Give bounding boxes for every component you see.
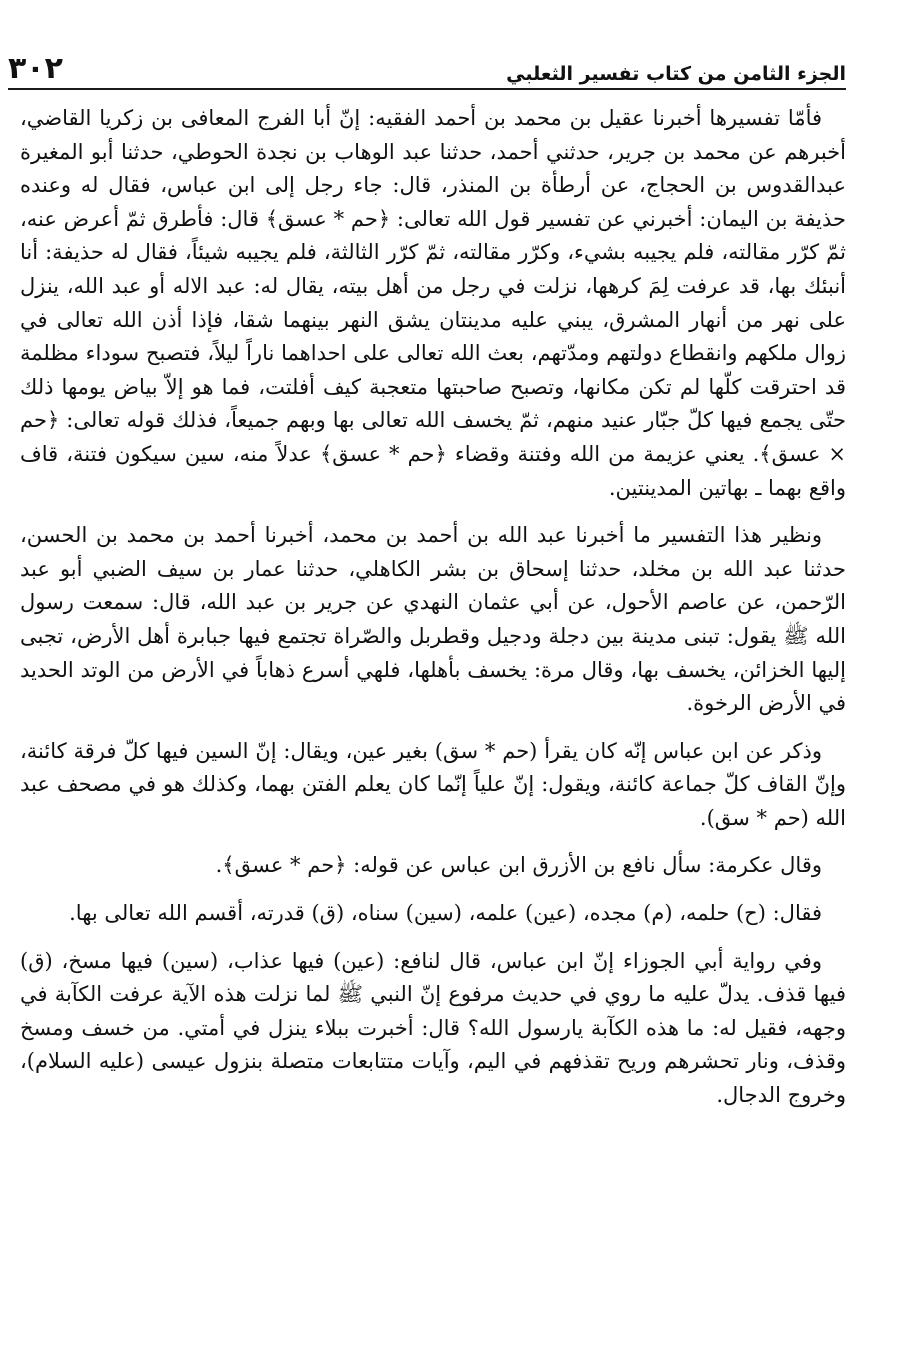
paragraph-3: وذكر عن ابن عباس إنّه كان يقرأ (حم * سق) بغير عين، ويقال: إنّ السين فيها كلّ فرقة كائنة، وإنّ القاف كلّ جماعة كائنة، ويقول: إنّ علياً إنّما كان يعلم الفتن بهما، وكذلك هو في مصحف عبد الله (حم * سق). [20, 738, 846, 830]
book-title: الجزء الثامن من كتاب تفسير الثعلبي [506, 63, 846, 85]
paragraph-2: ونظير هذا التفسير ما أخبرنا عبد الله بن أحمد بن محمد، أخبرنا أحمد بن محمد بن الحسن، حدثنا عبد الله بن مخلد، حدثنا إسحاق بن بشر الكاهلي، حدثنا عمار بن سيف الضبي أبو عبد الرّحمن، عن عاصم الأحول، عن أبي عثمان النهدي عن جرير بن عبد الله، قال: سمعت رسول الله ﷺ يقول: تبنى مدينة بين دجلة ودجيل وقطربل والصّراة تجتمع فيها جبابرة أهل الأرض، تجبى إليها الخزائن، يخسف بها، وقال مرة: يخسف بأهلها، فلهي أسرع ذهاباً في الأرض من الوتد الحديد في الأرض الرخوة. [20, 523, 846, 716]
paragraph-6: وفي رواية أبي الجوزاء إنّ ابن عباس، قال لنافع: (عين) فيها عذاب، (سين) فيها مسخ، (ق) فيها قذف. يدلّ عليه ما روي في حديث مرفوع إنّ النبي ﷺ لما نزلت هذه الآية عرفت الكآبة في وجهه، فقيل له: ما هذه الكآبة يارسول الله؟ قال: أخبرت ببلاء ينزل في أمتي. من خسف ومسخ وقذف، ونار تحشرهم وريح تقذفهم في اليم، وآيات متتابعات متصلة بنزول عيسى (عليه السلام)، وخروج الدجال. [20, 948, 846, 1108]
paragraph-4: وقال عكرمة: سأل نافع بن الأزرق ابن عباس عن قوله: ﴿حم * عسق﴾. [215, 853, 822, 878]
body-text [20, 102, 846, 1127]
paragraph-1: فأمّا تفسيرها أخبرنا عقيل بن محمد بن أحمد الفقيه: إنّ أبا الفرج المعافى بن زكريا القاضي، أخبرهم عن محمد بن جرير، حدثني أحمد، حدثنا عبد الوهاب بن نجدة الحوطي، حدثنا أبو المغيرة عبدالقدوس بن الحجاج، عن أرطأة بن المنذر، قال: جاء رجل إلى ابن عباس، فقال له وعنده حذيفة بن اليمان: أخبرني عن تفسير قول الله تعالى: ﴿حم * عسق﴾ قال: فأطرق ثمّ أعرض عنه، ثمّ كرّر مقالته، فلم يجيبه بشيء، وكرّر مقالته، ثمّ كرّر الثالثة، فلم يجيبه شيئاً، فقال له حذيفة: أنا أنبئك بها، قد عرفت لِمَ كرهها، نزلت في رجل من أهل بيته، يقال له: عبد الاله أو عبد الله، ينزل على نهر من أنهار المشرق، يبني عليه مدينتان يشق النهر بينهما شقا، فإذا أذن الله تعالى في زوال ملكهم وانقطاع دولتهم ومدّتهم، بعث الله تعالى على احداهما ناراً ليلاً، فتصبح سوداء مظلمة قد احترقت كلّها لم تكن مكانها، وتصبح صاحبتها متعجبة كيف أفلتت، فما هو إلاّ بياض يومها ذلك حتّى يجمع فيها كلّ جبّار عنيد منهم، ثمّ يخسف الله تعالى بها وبهم جميعاً، فذلك قوله تعالى: ﴿حم × عسق﴾. يعني عزيمة من الله وفتنة وقضاء ﴿حم * عسق﴾ عدلاً منه، سين سيكون فتنة، قاف واقع بهما ـ بهاتين المدينتين. [20, 106, 846, 500]
running-header [8, 44, 846, 90]
paragraph-5: فقال: (ح) حلمه، (م) مجده، (عين) علمه، (سين) سناه، (ق) قدرته، أقسم الله تعالى بها. [69, 901, 822, 926]
page-number: ٣٠٢ [8, 51, 63, 86]
